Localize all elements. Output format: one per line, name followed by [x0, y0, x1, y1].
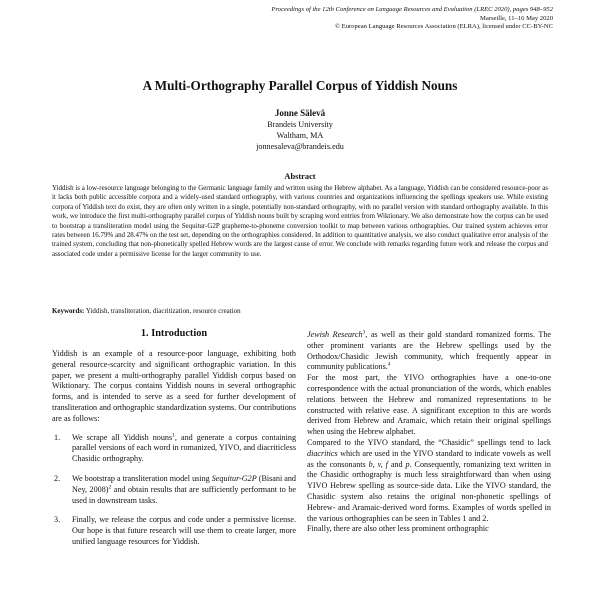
paper-title: A Multi-Orthography Parallel Corpus of Yiddish Nouns — [142, 78, 458, 93]
keywords-label: Keywords: — [52, 307, 85, 315]
left-column — [52, 328, 296, 557]
right-paragraph-3 — [307, 438, 551, 524]
right-paragraph-2: For the most part, the YIVO orthographies have a one-to-one correspondence with the actual pronunciation of the words, which enables relations between the Hebrew and romanized representations to be constructed with relative ease. A significant exception to this are words derived from Hebrew and Aramaic, which retain their original spellings when using the Hebrew alphabet. — [307, 373, 551, 437]
author-block — [0, 108, 600, 152]
abstract-heading: Abstract — [284, 172, 316, 181]
right-column — [307, 330, 551, 535]
footnote-marker: 3 — [362, 329, 366, 336]
list-item-number: 1. — [54, 432, 61, 442]
section-heading-introduction: 1. Introduction — [140, 328, 208, 339]
author-name: Jonne Sälevä — [274, 108, 326, 118]
emphasis-text: b, v, f — [368, 459, 388, 469]
proceedings-header — [193, 6, 553, 32]
location-line: Marseille, 11–16 May 2020 — [479, 14, 553, 22]
list-item-text: Finally, we release the corpus and code under a permissive license. Our hope is that future research will use them to create larger, more unified language resources for Yiddish. — [72, 515, 296, 546]
list-item — [52, 515, 296, 547]
paragraph-text: which are used in the YIVO standard to indicate vowels as well as the consonants — [307, 448, 551, 469]
paragraph-text: and — [387, 459, 406, 469]
paragraph-text: , as well as their gold standard romanized forms. The other prominent variants are the Hebrew spellings used by the Orthodox/Chasidic Jewish community, which frequently appear in community publications. — [307, 330, 551, 372]
emphasis-text: p — [405, 459, 410, 469]
right-paragraph-4: Finally, there are also other less prominent orthographic — [307, 524, 489, 534]
proceedings-line: Proceedings of the 12th Conference on Language Resources and Evaluation (LREC 2020), pages 948–952 — [271, 6, 553, 13]
contribution-list — [52, 433, 296, 548]
list-item-text: and obtain results that are sufficiently performant to be used in downstream tasks. — [72, 484, 297, 505]
right-paragraph-1 — [307, 330, 551, 373]
footnote-marker: 2 — [108, 484, 112, 491]
list-item-number: 2. — [54, 473, 61, 483]
paragraph-text: Compared to the YIVO standard, the “Chasidic” spellings tend to lack — [307, 437, 551, 447]
author-city: Waltham, MA — [276, 131, 324, 140]
list-item-number: 3. — [54, 515, 61, 525]
footnote-marker: 1 — [172, 431, 175, 438]
emphasis-text: diacritics — [307, 448, 338, 458]
keywords-line — [52, 307, 548, 316]
abstract-text: Yiddish is a low-resource language belonging to the Germanic language family and written using the Hebrew alphabet. As a language, Yiddish can be considered resource-poor as it lacks both public accessible corpora and a widely-used standard orthography, with various countries and organizations influencing the spellings speakers use. While existing corpora of Yiddish text do exist, they are often only written in a single, potentially non-standard orthography, with no parallel version with standard orthography available. In this work, we introduce the first multi-orthography parallel corpus of Yiddish nouns built by scraping word entries from Wiktionary. We also demonstrate how the corpus can be used to bootstrap a transliteration model using the Sequitur-G2P grapheme-to-phoneme conversion toolkit to map between various orthographies. Our trained system achieves error rates between 16.79% and 28.47% on the test set, depending on the orthographies considered. In addition to quantitative analysis, we also conduct qualitative error analysis of the trained system, concluding that non-phonetically spelled Hebrew words are the largest cause of error. We conclude with remarks regarding future work and release the corpus and associated code under a permissive license for the larger community to use. — [52, 184, 548, 258]
footnote-marker: 4 — [387, 361, 391, 368]
institute-name: Jewish Research — [307, 330, 363, 339]
list-item — [52, 433, 296, 465]
keywords-text: Yiddish, transliteration, diacritization, resource creation — [84, 307, 241, 315]
list-item-text: , and generate a corpus containing parallel versions of each word in romanized, YIVO, and diacriticless Chasidic orthography. — [72, 432, 297, 464]
tool-name: Sequitur-G2P — [211, 473, 257, 483]
list-item-text: We bootstrap a transliteration model using — [72, 473, 212, 483]
paragraph-text: . Consequently, romanizing text written in the Chasidic orthography is much less straightforward than when using YIVO Hebrew spelling as source-side data. Like the YIVO standard, the Chasidic system also retains the original non-phonetic spellings of Hebrew- and Aramaic-derived word forms. Examples of words spelled in the various orthographies can be seen in Tables 1 and 2. — [307, 459, 551, 523]
author-email: jonnesaleva@brandeis.edu — [256, 142, 344, 151]
copyright-line: © European Language Resources Association (ELRA), licensed under CC-BY-NC — [335, 23, 553, 31]
list-item — [52, 474, 296, 506]
list-item-text: We scrape all Yiddish nouns — [72, 432, 173, 442]
author-affiliation: Brandeis University — [267, 120, 333, 129]
citation-text: (Bisani and Ney, 2008) — [72, 473, 296, 494]
intro-paragraph: Yiddish is an example of a resource-poor language, exhibiting both general resource-scarcity and significant orthographic variation. In this paper, we present a multi-orthography parallel Yiddish corpus based on Wiktionary. The corpus contains Yiddish nouns in several orthographic forms, and is intended to serve as a seed for further development of transliteration and orthographic standardization systems. Our contributions are as follows: — [52, 349, 296, 423]
